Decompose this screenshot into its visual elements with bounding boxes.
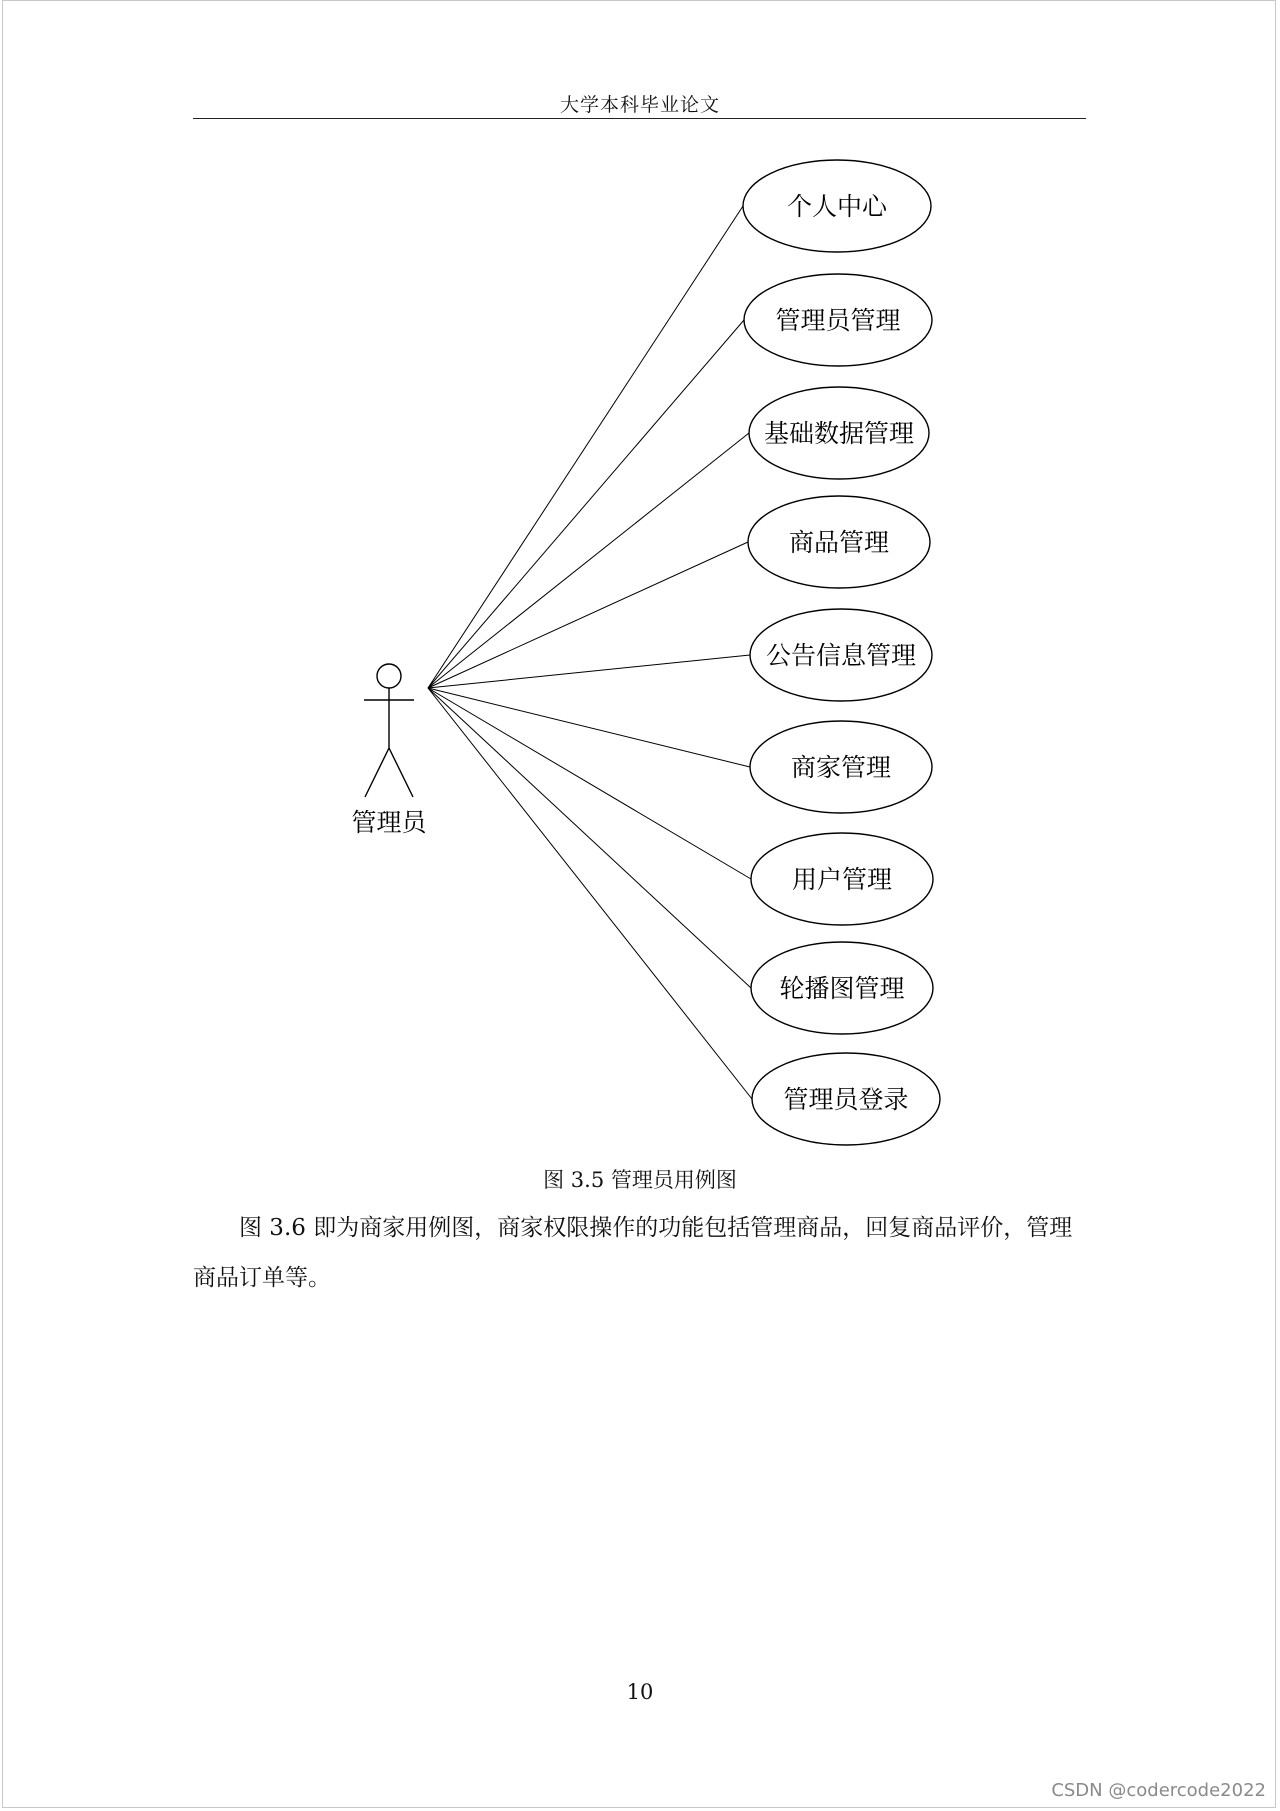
use-case	[751, 833, 933, 925]
use-case	[750, 721, 932, 813]
use-case-label: 管理员登录	[783, 1085, 909, 1114]
association-line	[428, 433, 749, 688]
use-case-label: 管理员管理	[775, 306, 901, 335]
use-case-label: 公告信息管理	[765, 641, 917, 670]
use-case	[748, 496, 930, 588]
page-number: 10	[626, 1680, 654, 1704]
use-case	[752, 1053, 940, 1145]
association-line	[428, 655, 750, 688]
use-case-label: 轮播图管理	[779, 974, 905, 1003]
actor-left-leg	[365, 748, 389, 797]
use-case	[750, 609, 932, 701]
association-line	[428, 688, 751, 879]
use-case	[743, 160, 931, 252]
use-case-label: 基础数据管理	[763, 419, 915, 448]
use-case-list	[743, 160, 940, 1145]
actor-figure	[364, 664, 414, 797]
use-case	[751, 942, 933, 1034]
actor-right-leg	[389, 748, 413, 797]
association-line	[428, 688, 750, 767]
use-case-label: 商家管理	[790, 753, 892, 782]
use-case-label: 商品管理	[788, 528, 890, 557]
association-line	[428, 320, 744, 688]
association-line	[428, 688, 752, 1099]
figure-caption: 图 3.5 管理员用例图	[543, 1168, 737, 1192]
use-case	[744, 274, 932, 366]
association-lines	[428, 206, 752, 1099]
use-case	[749, 387, 929, 479]
use-case-label: 个人中心	[786, 192, 888, 221]
use-case-label: 用户管理	[791, 865, 893, 894]
running-header: 大学本科毕业论文	[559, 94, 720, 116]
actor-label: 管理员	[351, 808, 427, 837]
body-paragraph: 图 3.6 即为商家用例图，商家权限操作的功能包括管理商品，回复商品评价，管理商品订单等。	[193, 1215, 1073, 1291]
actor-head	[377, 664, 401, 688]
csdn-watermark: CSDN @codercode2022	[1051, 1780, 1266, 1801]
association-line	[428, 688, 751, 988]
